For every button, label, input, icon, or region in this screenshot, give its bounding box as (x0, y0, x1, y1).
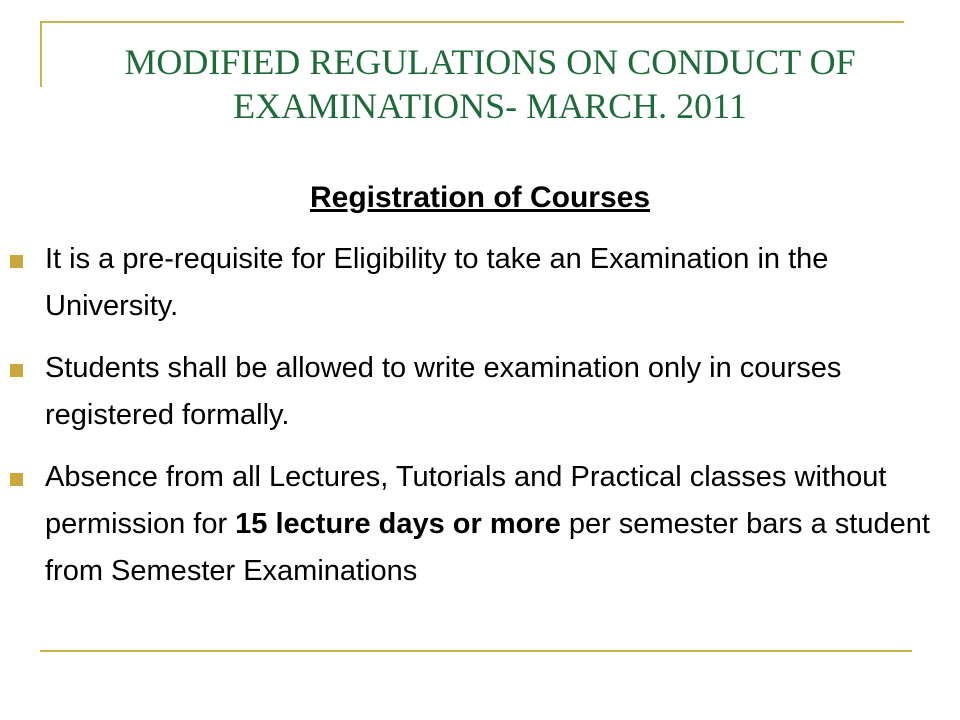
slide-title: MODIFIED REGULATIONS ON CONDUCT OF EXAMINATIONS- MARCH. 2011 (124, 42, 856, 126)
bullet-text-before: Absence from all Lectures, Tutorials and Practical classes without permission for (45, 461, 887, 540)
bullet-text-bold: 15 lecture days or more (235, 508, 561, 540)
bullet-item-3 (0, 454, 960, 595)
square-bullet-icon (10, 255, 23, 268)
square-bullet-icon (10, 473, 23, 486)
square-bullet-icon (10, 364, 23, 377)
bullet-text: It is a pre-requisite for Eligibility to take an Examination in the University. (45, 243, 829, 322)
left-border-line (40, 21, 42, 87)
bottom-border-line (40, 650, 912, 652)
bullet-item-2 (0, 345, 960, 439)
section-heading: Registration of Courses (309, 181, 651, 214)
bullet-text-after: per semester bars a student from Semester Examinations (45, 508, 930, 587)
bullet-text: Students shall be allowed to write examination only in courses registered formally. (45, 352, 842, 431)
top-border-line (40, 21, 904, 23)
bullet-list (0, 236, 960, 610)
bullet-item-1 (0, 236, 960, 330)
